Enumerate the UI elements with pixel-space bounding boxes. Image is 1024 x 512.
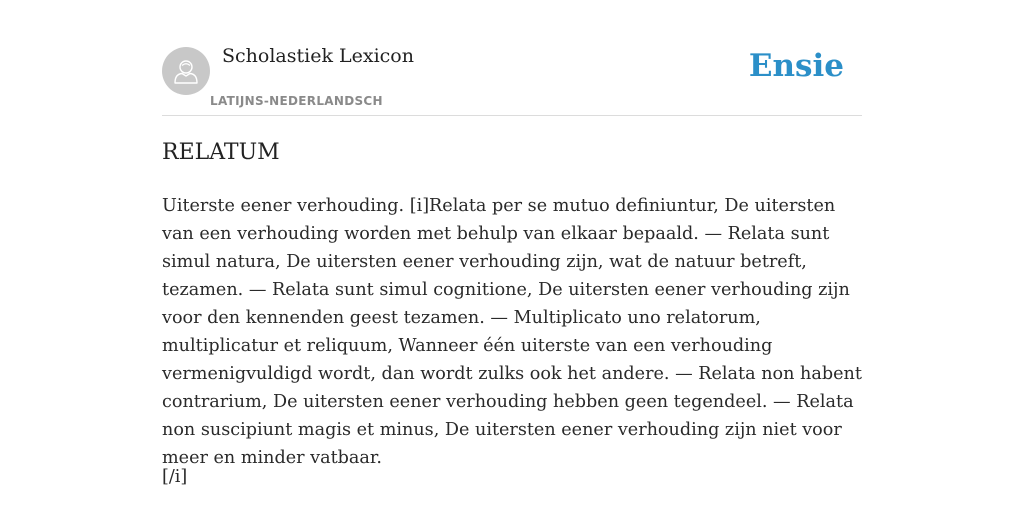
entry-tail-markup: [/i] [162, 467, 188, 487]
source-avatar[interactable] [162, 47, 210, 95]
source-subtitle: LATIJNS-NEDERLANDSCH [210, 94, 383, 108]
source-title[interactable]: Scholastiek Lexicon [222, 45, 414, 67]
content-container [162, 0, 862, 487]
entry-definition: Uiterste eener verhouding. [i]Relata per se mutuo definiuntur, De uitersten van een verhouding worden met behulp van elkaar bepaald. — Relata sunt simul natura, De uitersten eener verhouding zijn, wat de natuur betreft, tezamen. — Relata sunt simul cognitione, De uitersten eener verhouding zijn voor den kennenden geest tezamen. — Multiplicato uno relatorum, multiplicatur et reliquum, Wanneer één uiterste van een verhouding vermenigvuldigd wordt, dan wordt zulks ook het andere. — Relata non habent contrarium, De uitersten eener verhouding hebben geen tegendeel. — Relata non suscipiunt magis et minus, De uitersten eener verhouding zijn niet voor meer en minder vatbaar. [162, 196, 862, 468]
user-icon [171, 56, 201, 86]
brand-logo[interactable]: Ensie [748, 48, 844, 84]
entry-title: RELATUM [162, 140, 280, 165]
entry-header [162, 0, 862, 116]
